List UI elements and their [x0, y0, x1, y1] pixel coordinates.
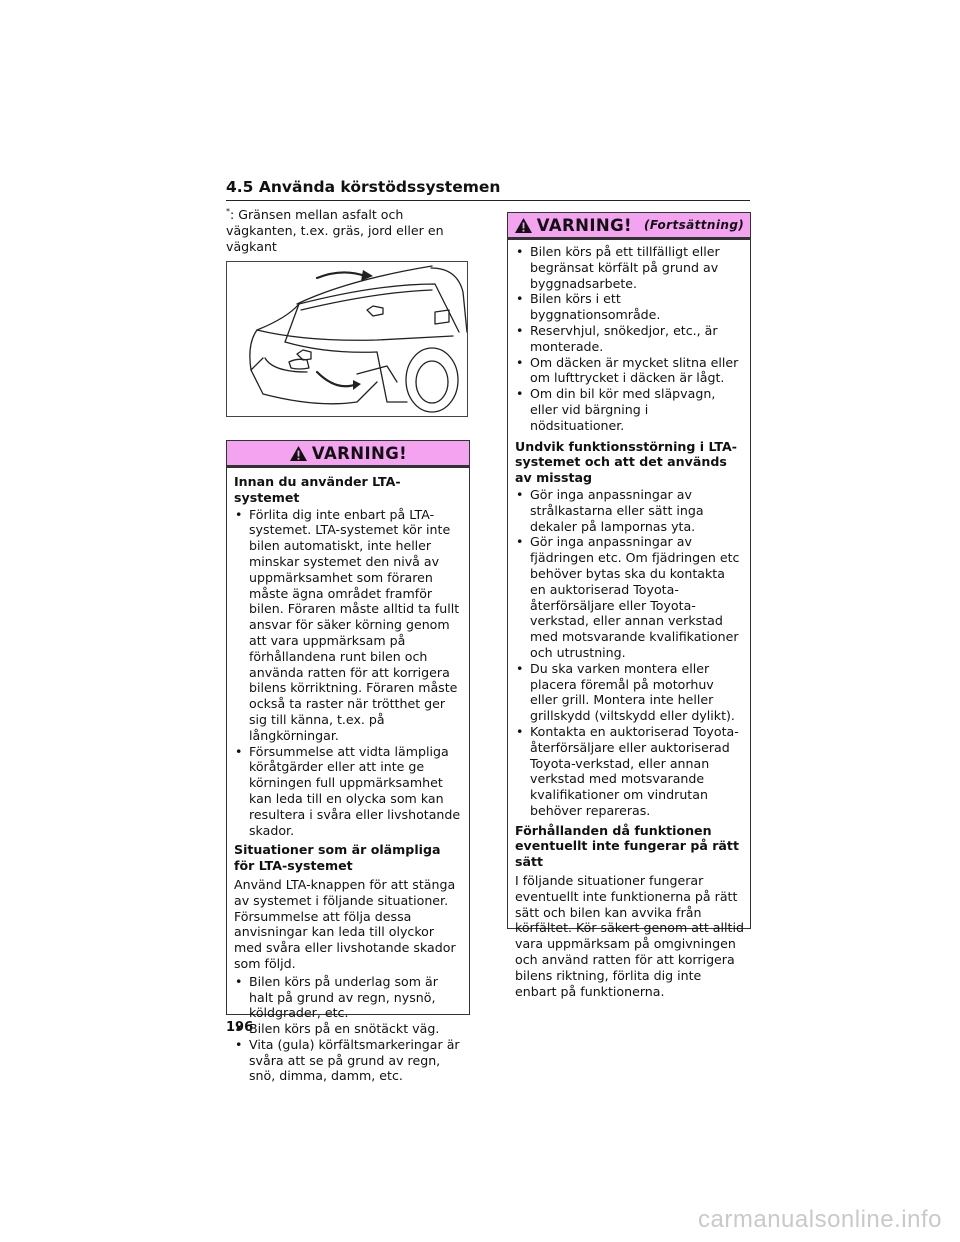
list-item: • Du ska varken montera eller placera föremål på motorhuv eller grill. Montera inte heller grillskydd (viltskydd eller dylikt).	[515, 661, 744, 724]
section-header: 4.5 Använda körstödssystemen	[226, 176, 750, 201]
car-front-camera-illustration	[226, 261, 468, 417]
bullet-list	[515, 244, 744, 434]
footnote-text: : Gränsen mellan asfalt och vägkanten, t.ex. gräs, jord eller en vägkant	[226, 207, 444, 254]
continued-label: (Fortsättning)	[643, 218, 745, 232]
bullet-list	[234, 974, 463, 1085]
watermark: carmanualsonline.info	[698, 1206, 942, 1233]
list-item: • Reservhjul, snökedjor, etc., är monterade.	[515, 323, 744, 355]
warning-title: VARNING!	[536, 215, 632, 235]
section-heading: Situationer som är olämpliga för LTA-systemet	[234, 842, 441, 874]
list-item: • Försummelse att vidta lämpliga köråtgärder eller att inte ge körningen full uppmärksamhet kan leda till en olycka som kan resultera i svåra eller livshotande skador.	[234, 744, 463, 839]
list-item: • Bilen körs i ett byggnationsområde.	[515, 291, 744, 323]
list-item: • Förlita dig inte enbart på LTA-systemet. LTA-systemet kör inte bilen automatiskt, inte heller minskar systemet den nivå av uppmärksamhet som föraren måste ägna området framför bilen. Föraren måste alltid ta fullt ansvar för säker körning genom att vara uppmärksam på förhållandena runt bilen och använda ratten för att korrigera bilens körriktning. Föraren måste också ta raster när trötthet ger sig till känna, t.ex. på långkörningar.	[234, 507, 463, 744]
list-item: • Gör inga anpassningar av strålkastarna eller sätt inga dekaler på lampornas yta.	[515, 487, 744, 534]
list-item: • Kontakta en auktoriserad Toyota-återförsäljare eller auktoriserad Toyota-verkstad, eller annan verkstad med motsvarande kvalifikationer om vindrutan behöver repareras.	[515, 724, 744, 819]
list-item: • Bilen körs på en snötäckt väg.	[234, 1021, 463, 1037]
section-heading: Innan du använder LTA-systemet	[234, 474, 401, 505]
list-item: • Bilen körs på underlag som är halt på grund av regn, nysnö, köldgrader, etc.	[234, 974, 463, 1021]
bullet-list	[234, 507, 463, 839]
section-heading: Undvik funktionsstörning i LTA-systemet och att det används av misstag	[515, 438, 737, 486]
list-item: • Om din bil kör med släpvagn, eller vid bärgning i nödsituationer.	[515, 386, 744, 433]
paragraph: I följande situationer fungerar eventuellt inte funktionerna på rätt sätt och bilen kan avvika från körfältet. Kör säkert genom att alltid vara uppmärksam på omgivningen och använd ratten för att korrigera bilens riktning, förlita dig inte enbart på funktionerna.	[515, 873, 744, 999]
warning-header	[508, 213, 750, 240]
car-illustration-svg	[227, 262, 468, 417]
warning-triangle-icon	[289, 445, 308, 462]
bullet-list	[515, 487, 744, 819]
warning-title: VARNING!	[311, 443, 408, 463]
warning-header	[227, 441, 469, 468]
footnote	[226, 207, 470, 254]
list-item: • Gör inga anpassningar av fjädringen etc. Om fjädringen etc behöver bytas ska du kontakta en auktoriserad Toyota-återförsäljare eller Toyota-verkstad, eller annan verkstad med motsvarande kvalifikationer och utrustning.	[515, 534, 744, 660]
page-number: 196	[226, 1020, 254, 1035]
warning-box-continued	[507, 212, 751, 999]
list-item: • Bilen körs på ett tillfälligt eller begränsat körfält på grund av byggnadsarbete.	[515, 244, 744, 291]
warning-triangle-icon	[514, 217, 533, 234]
paragraph: Använd LTA-knappen för att stänga av systemet i följande situationer. Försummelse att följa dessa anvisningar kan leda till olyckor med svåra eller livshotande skador som följd.	[234, 876, 456, 971]
list-item: • Om däcken är mycket slitna eller om lufttrycket i däcken är lågt.	[515, 355, 744, 387]
section-heading: Förhållanden då funktionen eventuellt inte fungerar på rätt sätt	[515, 822, 739, 870]
footnote-marker: *	[226, 206, 230, 216]
list-item: • Vita (gula) körfältsmarkeringar är svåra att se på grund av regn, snö, dimma, damm, etc.	[234, 1037, 463, 1084]
